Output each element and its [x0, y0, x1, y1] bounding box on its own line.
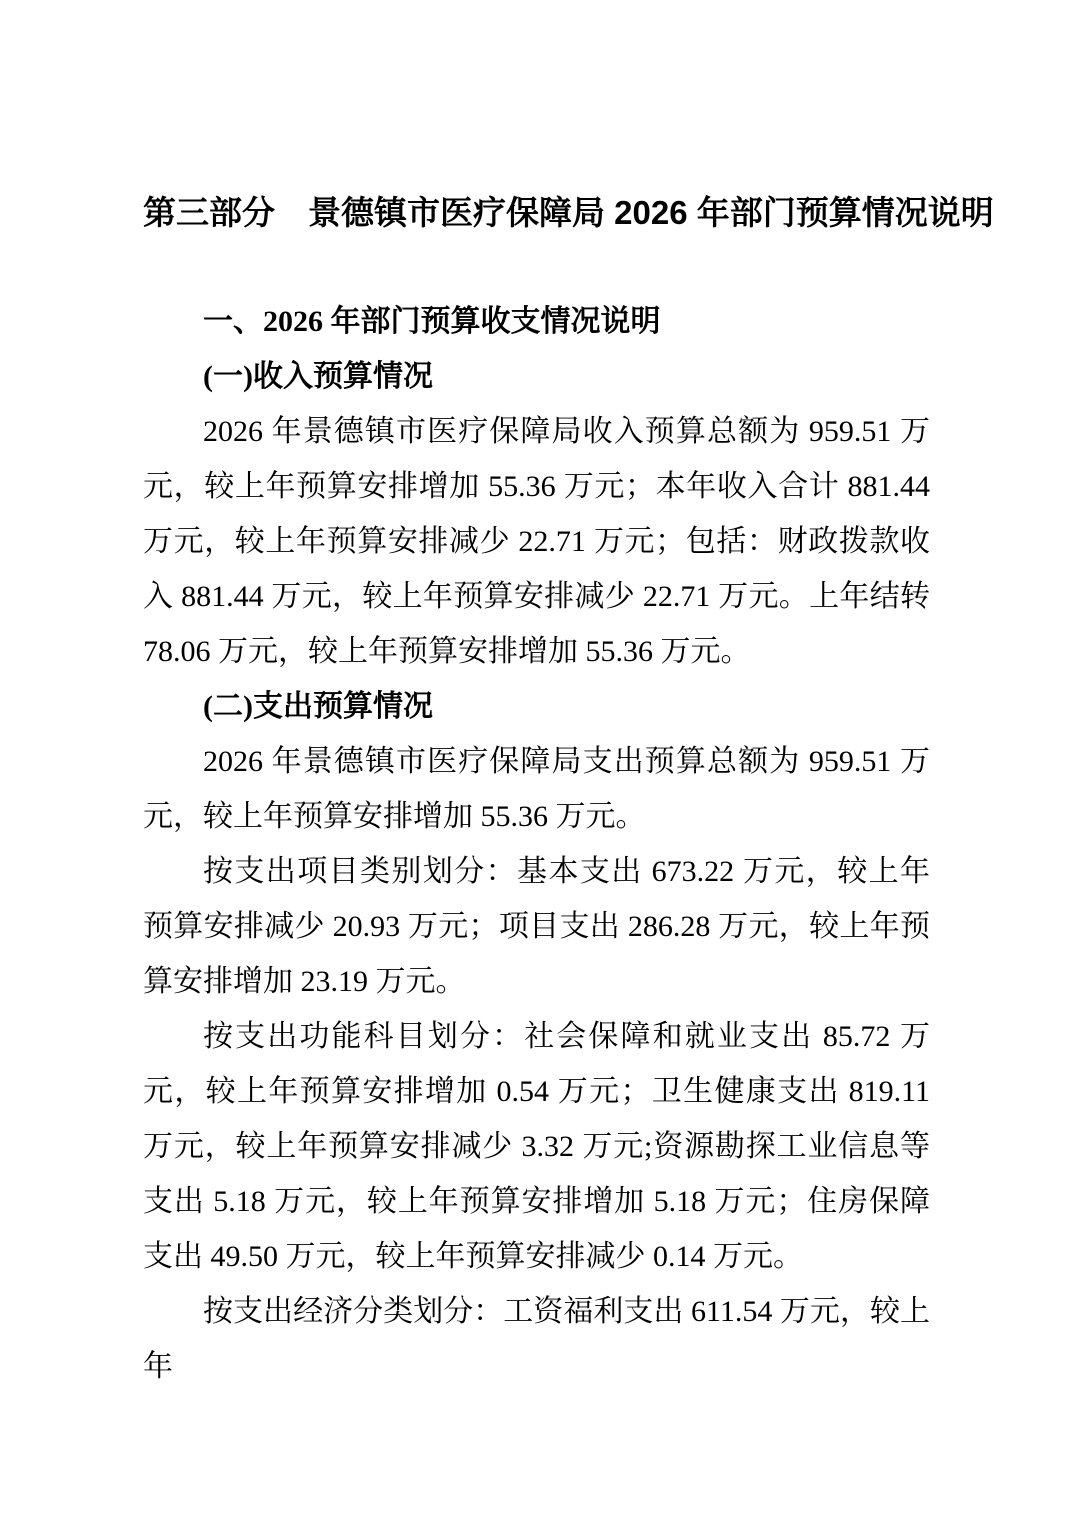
subsection-heading-expenditure-budget: (二)支出预算情况	[203, 690, 433, 723]
paragraph-expenditure-by-function: 按支出功能科目划分：社会保障和就业支出 85.72 万元，较上年预算安排增加 0.54 万元；卫生健康支出 819.11 万元，较上年预算安排减少 3.32 万元;资源勘探工业信息等支出 5.18 万元，较上年预算安排增加 5.18 万元；住房保障支出 49.50 万元，较上年预算安排减少 0.14 万元。	[143, 1020, 930, 1273]
document-body	[143, 294, 930, 1394]
paragraph-income-budget: 2026 年景德镇市医疗保障局收入预算总额为 959.51 万元，较上年预算安排增加 55.36 万元；本年收入合计 881.44 万元，较上年预算安排减少 22.71 万元；包括：财政拨款收入 881.44 万元，较上年预算安排减少 22.71 万元。上年结转 78.06 万元，较上年预算安排增加 55.36 万元。	[143, 415, 930, 668]
paragraph-expenditure-by-economic-class: 按支出经济分类划分：工资福利支出 611.54 万元，较上年	[143, 1295, 930, 1383]
subsection-heading-income-budget: (一)收入预算情况	[203, 360, 433, 393]
paragraph-expenditure-by-item-category: 按支出项目类别划分：基本支出 673.22 万元，较上年预算安排减少 20.93 万元；项目支出 286.28 万元，较上年预算安排增加 23.19 万元。	[143, 855, 930, 998]
document-title: 第三部分 景德镇市医疗保障局 2026 年部门预算情况说明	[143, 194, 994, 231]
paragraph-expenditure-total: 2026 年景德镇市医疗保障局支出预算总额为 959.51 万元，较上年预算安排增加 55.36 万元。	[143, 745, 930, 833]
section-heading-budget-overview: 一、2026 年部门预算收支情况说明	[203, 305, 661, 338]
